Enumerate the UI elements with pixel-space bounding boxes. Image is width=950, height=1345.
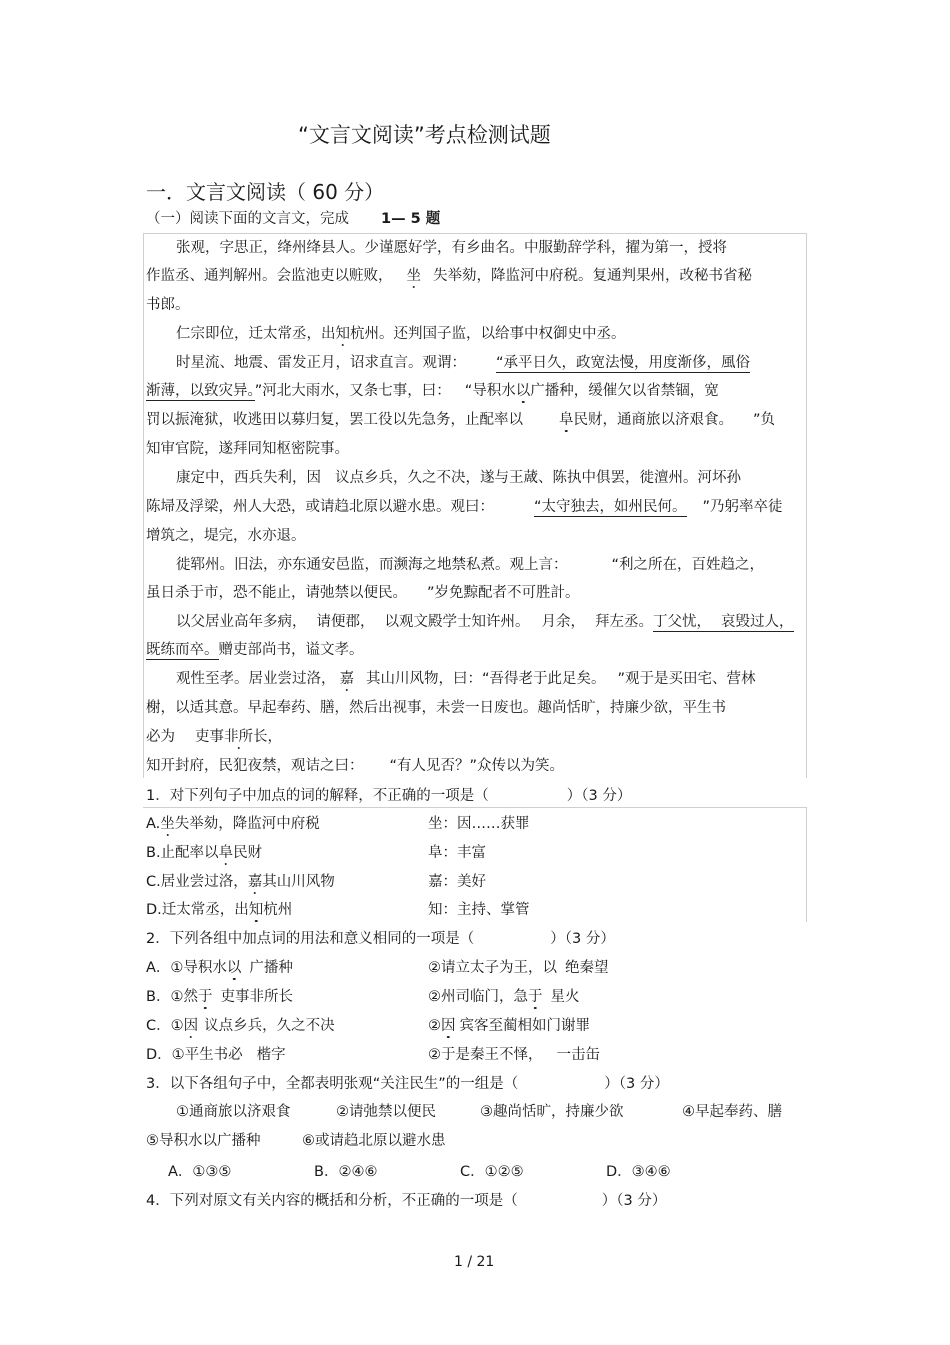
- text: 1．对下列句子中加点的词的解释，不正确的一项是（: [146, 788, 489, 804]
- passage-line: 榭，以适其意。早起奉药、膳，然后出视事，未尝一日废也。趣尚恬旷，持廉少欲，平生书: [146, 700, 726, 716]
- text: ②请立太子为王，以: [428, 960, 557, 976]
- text: 时星流、地震、雷发正月，诏求直言。观谓：: [176, 355, 466, 371]
- q3-option-b[interactable]: B．②④⑥: [314, 1164, 378, 1180]
- text: 知开封府，民犯夜禁，观诘之曰：: [146, 758, 364, 774]
- text: 虽日杀于市，恐不能止，请弛禁以便民。: [146, 585, 407, 601]
- subsection-prefix: （一）阅读下面的文言文，完成: [146, 211, 349, 227]
- text: “有人见否？”众传以为笑。: [389, 758, 565, 774]
- underlined-sentence: “太守独去，如州民何。: [534, 499, 687, 515]
- passage-line: [146, 727, 282, 747]
- text: “吾得老于此足矣。: [482, 671, 606, 687]
- dotted-word: 知: [248, 902, 264, 918]
- q3-sentence-5: ⑤导积水以广播种: [146, 1133, 261, 1149]
- option-label: D．①平生书必: [146, 1047, 243, 1063]
- dotted-word: 知: [335, 326, 350, 342]
- subsection-range: 1— 5 题: [381, 211, 441, 227]
- text: 必为: [146, 729, 175, 745]
- text: 罚以振淹狱，收逃田以募归复，罢工役以先急务，止配率以: [146, 412, 523, 428]
- option-label: C.居业尝过洛，: [146, 874, 248, 890]
- text: 哀毁过人，: [721, 614, 794, 630]
- q2-option-d-second: [428, 1045, 600, 1065]
- dotted-word: 坐: [406, 268, 421, 284]
- dotted-word: 于: [528, 989, 543, 1005]
- text: 一击缶: [556, 1047, 600, 1063]
- passage-line: 张观，字思正，绛州绛县人。少谨愿好学，有乡曲名。中服勤辞学科，擢为第一，授将: [176, 240, 727, 256]
- dotted-word: 阜: [559, 412, 574, 428]
- underlined-sentence: 渐薄，以致灾异。: [146, 383, 255, 399]
- option-label: A．①导积水: [146, 960, 227, 976]
- dotted-word: 嘉: [339, 671, 354, 687]
- text: 观性至孝。居业尝过洛，: [176, 671, 336, 687]
- text: 广播种，缓催欠以省禁锢，宽: [530, 383, 719, 399]
- dotted-word: 阜: [218, 845, 234, 861]
- text: 星火: [550, 989, 580, 1005]
- dotted-word: 嘉: [247, 874, 263, 890]
- q2-option-b-second: [428, 987, 580, 1007]
- dotted-word: 因: [441, 1018, 456, 1034]
- text: ”岁免黥配者不可胜計。: [427, 585, 580, 601]
- question-3-stem: [146, 1074, 669, 1094]
- section-heading: 一．文言文阅读（ 60 分）: [146, 180, 385, 204]
- text: 民财，通商旅以济艰食。: [573, 412, 733, 428]
- dotted-word: 以: [515, 383, 531, 399]
- option-label: A.: [146, 816, 161, 832]
- passage-frame-top: [143, 233, 807, 234]
- text: ②: [428, 1018, 441, 1034]
- q1-option-b-explanation: 阜：丰富: [428, 845, 486, 861]
- q3-option-d[interactable]: D．③④⑥: [606, 1164, 671, 1180]
- q2-option-a[interactable]: [146, 958, 293, 978]
- q1-frame-right: [806, 807, 807, 922]
- option-label: D.迁太常丞，出: [146, 902, 249, 918]
- text: 广播种: [249, 960, 293, 976]
- text: 杭州: [263, 902, 293, 918]
- question-2-stem: [146, 929, 615, 949]
- text: ”观于是买田宅、营林: [617, 671, 756, 687]
- question-4-stem: [146, 1191, 666, 1211]
- text: 民财: [233, 845, 263, 861]
- text: 吏事非所长: [220, 989, 293, 1005]
- passage-frame-left: [143, 233, 144, 778]
- passage-line: [176, 612, 794, 632]
- passage-line: [146, 640, 364, 660]
- dotted-word: 以: [226, 960, 242, 976]
- passage-line: [176, 669, 756, 689]
- text: 拜左丞。: [595, 614, 653, 630]
- text: “利之所在，百姓趋之，: [611, 557, 765, 573]
- dotted-word: 吏事非所长，: [195, 729, 282, 745]
- text: 2．下列各组中加点词的用法和意义相同的一项是（: [146, 931, 475, 947]
- text: 陈埽及浮梁，州人大恐，或请趋北原以避水患。观曰：: [146, 499, 494, 515]
- q2-option-b[interactable]: [146, 987, 293, 1007]
- page-number: 1 / 21: [454, 1254, 495, 1270]
- q3-sentence-2: ②请弛禁以便民: [336, 1104, 436, 1120]
- text: 请便郡，: [316, 614, 375, 630]
- q2-option-a-second: [428, 958, 609, 978]
- q1-option-d-explanation: 知：主持、掌管: [428, 902, 530, 918]
- dotted-word: 于: [197, 989, 213, 1005]
- passage-line: 增筑之，堤完，水亦退。: [146, 528, 306, 544]
- q3-sentence-3: ③趣尚恬旷，持廉少欲: [480, 1104, 624, 1120]
- passage-line: [146, 381, 719, 401]
- q1-option-a-explanation: 坐：因……获罪: [428, 816, 530, 832]
- text: 月余，: [541, 614, 585, 630]
- text: 楷字: [256, 1047, 286, 1063]
- text: ”乃躬率卒徒: [702, 499, 783, 515]
- text: 以父居业高年多病，: [176, 614, 307, 630]
- text: 徙郓州。旧法，亦东通安邑监，而濒海之地禁私煮。观上言：: [176, 557, 568, 573]
- text: ②州司临门，急: [428, 989, 528, 1005]
- passage-line: [146, 583, 580, 603]
- text: 丁父忧，: [653, 614, 711, 630]
- text: 失举劾，降监河中府税。复通判果州，改秘书省秘: [433, 268, 752, 284]
- text: “导积水: [464, 383, 516, 399]
- q3-sentence-6: ⑥或请趋北原以避水患: [302, 1133, 446, 1149]
- passage-line: [146, 497, 783, 517]
- q1-option-c[interactable]: [146, 872, 335, 892]
- text: ）（3 分）: [566, 788, 632, 804]
- passage-line: [176, 324, 626, 344]
- q3-option-c[interactable]: C．①②⑤: [460, 1164, 524, 1180]
- passage-line: [176, 468, 741, 488]
- passage-line: 书郎。: [146, 297, 190, 313]
- q1-option-c-explanation: 嘉：美好: [428, 874, 486, 890]
- q2-option-c[interactable]: [146, 1016, 335, 1036]
- question-1-stem: [146, 786, 631, 806]
- text: 宾客至蔺相如门谢罪: [459, 1018, 590, 1034]
- option-label: B.止配率以: [146, 845, 219, 861]
- text: 杭州。还判国子监，以给事中权御史中丞。: [350, 326, 626, 342]
- q1-option-b[interactable]: [146, 843, 262, 863]
- option-label: B．①然: [146, 989, 198, 1005]
- q2-option-d[interactable]: [146, 1045, 286, 1065]
- underlined-sentence: 既练而卒。: [146, 642, 219, 658]
- text: 绝秦望: [565, 960, 609, 976]
- text: 赠吏部尚书，谥文孝。: [218, 642, 364, 658]
- passage-frame-right: [806, 233, 807, 778]
- text: 其山川风物，曰：: [366, 671, 482, 687]
- passage-line: [176, 555, 764, 575]
- q3-option-a[interactable]: A．①③⑤: [168, 1164, 232, 1180]
- underlined-sentence: “承平日久，政宽法慢，用度渐侈，風俗: [496, 355, 751, 371]
- passage-line: [146, 756, 564, 776]
- text: 以观文殿学士知许州。: [384, 614, 530, 630]
- text: 4．下列对原文有关内容的概括和分析，不正确的一项是（: [146, 1193, 518, 1209]
- text: 康定中，西兵失利，因: [176, 470, 321, 486]
- text: 3．以下各组句子中，全都表明张观“关注民生”的一组是（: [146, 1076, 519, 1092]
- text: 失举劾，降监河中府税: [174, 816, 320, 832]
- q1-frame-top: [143, 807, 807, 808]
- text: ”负: [753, 412, 776, 428]
- dotted-word: 坐: [160, 816, 175, 832]
- dotted-word: 因: [183, 1018, 199, 1034]
- passage-line: [146, 410, 775, 430]
- text: ”河北大雨水，又条七事，曰：: [254, 383, 451, 399]
- q3-sentence-4: ④早起奉药、膳: [682, 1104, 782, 1120]
- subsection-instruction: [146, 209, 440, 229]
- text: ）（3 分）: [604, 1076, 669, 1092]
- q2-option-c-second: [428, 1016, 590, 1036]
- text: ②于是秦王不怿，: [428, 1047, 543, 1063]
- text: ）（3 分）: [550, 931, 615, 947]
- q3-sentence-1: ①通商旅以济艰食: [176, 1104, 291, 1120]
- underlined-sentence: [653, 614, 794, 632]
- option-label: C．①: [146, 1018, 184, 1034]
- text: ）（3 分）: [601, 1193, 667, 1209]
- text: 议点乡兵，久之不决，遂与王蒧、陈执中俱罢，徙澶州。河坏孙: [335, 470, 741, 486]
- page-title: “文言文阅读”考点检测试题: [298, 123, 551, 147]
- q1-option-d[interactable]: [146, 900, 292, 920]
- q1-option-a[interactable]: [146, 814, 320, 834]
- text: 仁宗即位，迁太常丞，出: [176, 326, 336, 342]
- text: 作监丞、通判解州。会监池吏以赃败，: [146, 268, 393, 284]
- passage-line: [146, 266, 752, 286]
- passage-line: 知审官院，遂拜同知枢密院事。: [146, 441, 349, 457]
- text: 其山川风物: [262, 874, 335, 890]
- passage-line: [176, 353, 750, 373]
- text: 议点乡兵，久之不决: [204, 1018, 335, 1034]
